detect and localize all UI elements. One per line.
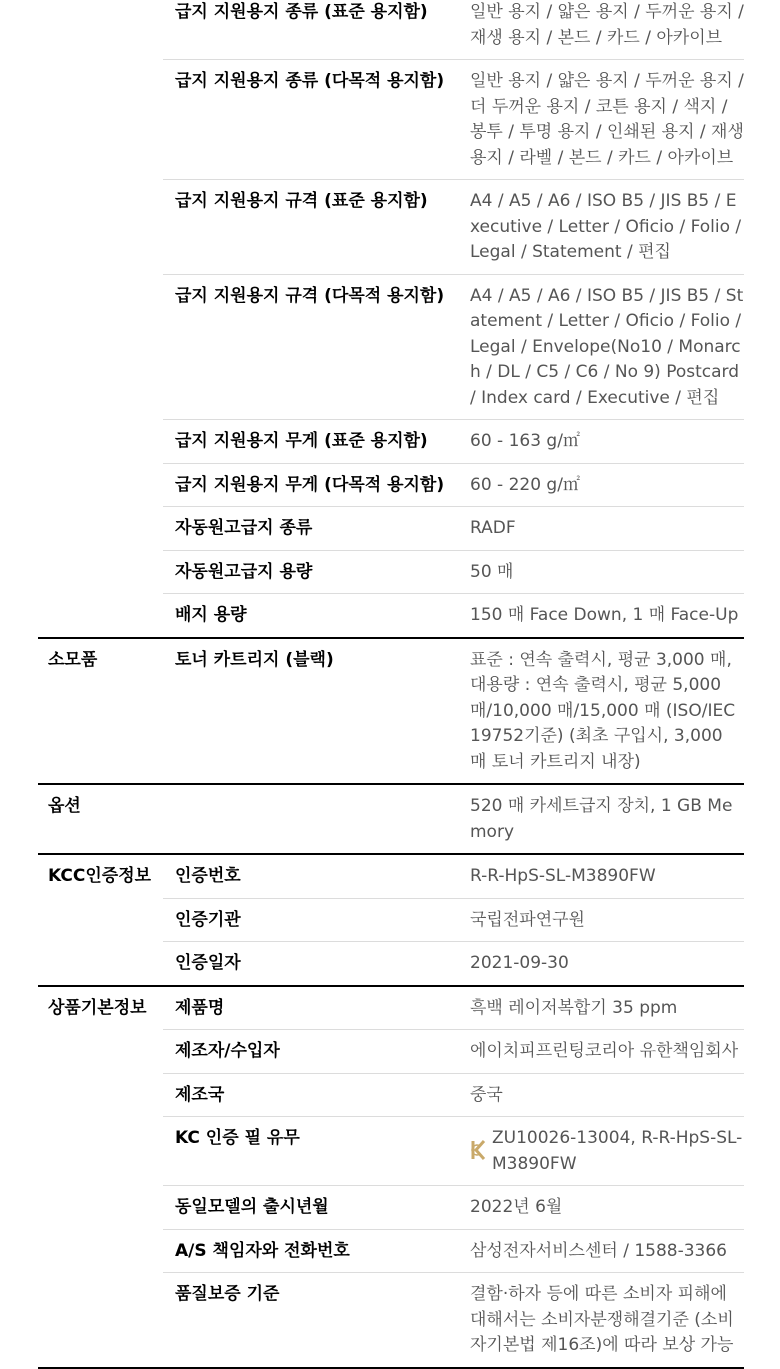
category-options: 옵션 xyxy=(38,784,163,854)
spec-row xyxy=(38,60,744,180)
spec-row xyxy=(38,180,744,275)
spec-value: 60 - 163 g/㎡ xyxy=(455,420,744,464)
spec-value: 일반 용지 / 얇은 용지 / 두꺼운 용지 / 더 두꺼운 용지 / 코튼 용지 / 색지 / 봉투 / 투명 용지 / 인쇄된 용지 / 재생 용지 / 라벨 / 본드 / 카드 / 아카이브 xyxy=(455,60,744,180)
spec-value: 중국 xyxy=(455,1073,744,1117)
consumables-row xyxy=(38,638,744,785)
spec-label: 급지 지원용지 무게 (다목적 용지함) xyxy=(163,463,455,507)
spec-label: 토너 카트리지 (블랙) xyxy=(163,638,455,785)
spec-value xyxy=(455,1117,744,1186)
spec-value: 결함·하자 등에 따른 소비자 피해에 대해서는 소비자분쟁해결기준 (소비자기본법 제16조)에 따라 보상 가능 xyxy=(455,1273,744,1368)
spec-label: 급지 지원용지 종류 (표준 용지함) xyxy=(163,0,455,60)
spec-value: A4 / A5 / A6 / ISO B5 / JIS B5 / Executive / Letter / Oficio / Folio / Legal / Statement / 편집 xyxy=(455,180,744,275)
category-consumables: 소모품 xyxy=(38,638,163,785)
spec-row xyxy=(38,594,744,638)
basic-row xyxy=(38,986,744,1030)
spec-label: 제조국 xyxy=(163,1073,455,1117)
spec-table xyxy=(38,0,744,1369)
spec-row xyxy=(38,550,744,594)
spec-row xyxy=(38,463,744,507)
spec-value: 520 매 카세트급지 장치, 1 GB Memory xyxy=(455,784,744,854)
category-kcc: KCC인증정보 xyxy=(38,854,163,986)
spec-label: 자동원고급지 용량 xyxy=(163,550,455,594)
spec-label: 급지 지원용지 종류 (다목적 용지함) xyxy=(163,60,455,180)
spec-label: 인증일자 xyxy=(163,942,455,986)
spec-row xyxy=(38,274,744,420)
spec-value: 삼성전자서비스센터 / 1588-3366 xyxy=(455,1229,744,1273)
spec-value: R-R-HpS-SL-M3890FW xyxy=(455,854,744,898)
spec-value: 60 - 220 g/㎡ xyxy=(455,463,744,507)
spec-row xyxy=(38,0,744,60)
spec-label: 급지 지원용지 무게 (표준 용지함) xyxy=(163,420,455,464)
spec-label: 급지 지원용지 규격 (표준 용지함) xyxy=(163,180,455,275)
category-cell xyxy=(38,0,163,60)
spec-label: A/S 책임자와 전화번호 xyxy=(163,1229,455,1273)
spec-label: 급지 지원용지 규격 (다목적 용지함) xyxy=(163,274,455,420)
spec-value: 표준 : 연속 출력시, 평균 3,000 매, 대용량 : 연속 출력시, 평균 5,000 매/10,000 매/15,000 매 (ISO/IEC19752기준) (최초 구입시, 3,000 매 토너 카트리지 내장) xyxy=(455,638,744,785)
spec-label: 동일모델의 출시년월 xyxy=(163,1186,455,1230)
kcc-row xyxy=(38,854,744,898)
spec-value: 국립전파연구원 xyxy=(455,898,744,942)
spec-value: RADF xyxy=(455,507,744,551)
spec-label: 제조자/수입자 xyxy=(163,1030,455,1074)
spec-value: 에이치피프린팅코리아 유한책임회사 xyxy=(455,1030,744,1074)
kc-value-wrap xyxy=(470,1126,744,1177)
spec-label: 품질보증 기준 xyxy=(163,1273,455,1368)
spec-label: 인증기관 xyxy=(163,898,455,942)
spec-label: KC 인증 필 유무 xyxy=(163,1117,455,1186)
kc-number: ZU10026-13004, R-R-HpS-SL-M3890FW xyxy=(492,1128,743,1174)
options-row xyxy=(38,784,744,854)
spec-value: 50 매 xyxy=(455,550,744,594)
spec-value: 150 매 Face Down, 1 매 Face-Up xyxy=(455,594,744,638)
kc-mark-icon xyxy=(470,1137,488,1163)
spec-row xyxy=(38,507,744,551)
spec-label: 자동원고급지 종류 xyxy=(163,507,455,551)
spec-label: 제품명 xyxy=(163,986,455,1030)
spec-value: 일반 용지 / 얇은 용지 / 두꺼운 용지 / 재생 용지 / 본드 / 카드 / 아카이브 xyxy=(455,0,744,60)
spec-row xyxy=(38,420,744,464)
spec-value: 2021-09-30 xyxy=(455,942,744,986)
spec-label xyxy=(163,784,455,854)
spec-value: 흑백 레이저복합기 35 ppm xyxy=(455,986,744,1030)
spec-value: 2022년 6월 xyxy=(455,1186,744,1230)
spec-label: 배지 용량 xyxy=(163,594,455,638)
spec-value: A4 / A5 / A6 / ISO B5 / JIS B5 / Statement / Letter / Oficio / Folio / Legal / Envelope(No10 / Monarch / DL / C5 / C6 / No 9) Postcard / Index card / Executive / 편집 xyxy=(455,274,744,420)
spec-label: 인증번호 xyxy=(163,854,455,898)
category-basic-info: 상품기본정보 xyxy=(38,986,163,1368)
